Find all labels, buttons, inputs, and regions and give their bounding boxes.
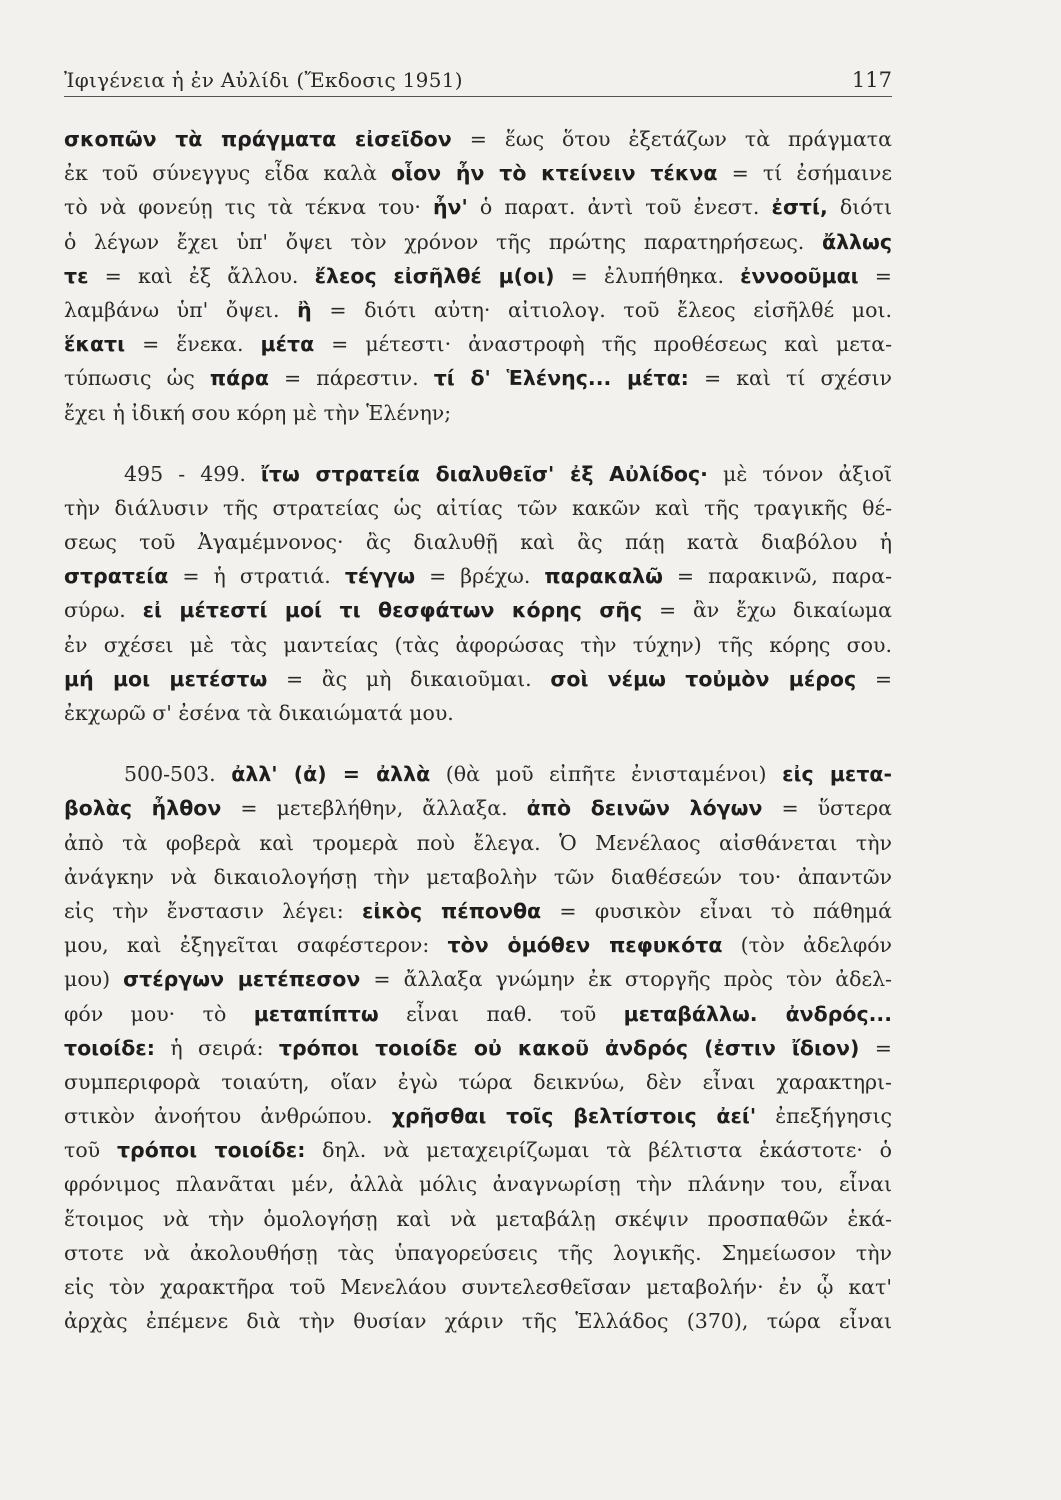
gloss-text: σεως τοῦ Ἀγαμέμνονος· ἂς διαλυθῇ καὶ ἂς πάῃ κατὰ διαβόλου ἡ — [64, 530, 892, 555]
gloss-text: τοῦ — [64, 1138, 117, 1163]
gloss-text: 500-503. — [124, 762, 232, 787]
gloss-text: ἀπὸ τὰ φοβερὰ καὶ τρομερὰ ποὺ ἔλεγα. Ὁ Μενέλαος αἰσθάνεται τὴν — [64, 830, 892, 855]
gloss-text: = — [858, 263, 892, 288]
gloss-text: = φυσικὸν εἶναι τὸ πάθημά — [541, 898, 892, 923]
lemma-bold: τοιοίδε: — [64, 1035, 155, 1060]
gloss-text: μου) — [64, 967, 124, 992]
gloss-text: συμπεριφορὰ τοιαύτη, οἵαν ἐγὼ τώρα δεικνύω, δὲν εἶναι χαρακτηρι- — [64, 1069, 892, 1094]
gloss-text: εἰς τὴν ἔνστασιν λέγει: — [64, 898, 362, 923]
lemma-bold: τρόποι τοιοίδε: — [116, 1138, 306, 1163]
commentary-text — [64, 122, 892, 1338]
gloss-text: = — [856, 666, 892, 691]
gloss-text: ἐπεξήγησις — [756, 1104, 892, 1129]
lemma-bold: τί δ' Ἑλένης... μέτα: — [433, 366, 689, 391]
gloss-text: = μέτεστι· ἀναστροφὴ τῆς προθέσεως καὶ μετα- — [314, 332, 892, 357]
gloss-text: = πάρεστιν. — [268, 366, 434, 391]
text-line — [64, 628, 892, 662]
gloss-text: = ἄλλαξα γνώμην ἐκ στοργῆς πρὸς τὸν ἀδελ- — [360, 967, 892, 992]
text-line — [64, 1031, 892, 1065]
gloss-text: ἐκ τοῦ σύνεγγυς εἶδα καλὰ — [64, 161, 392, 186]
text-line — [64, 1202, 892, 1236]
text-line — [64, 696, 892, 730]
text-line — [64, 1099, 892, 1133]
lemma-bold: ἦν' — [432, 195, 468, 220]
gloss-text: = βρέχω. — [415, 564, 545, 589]
gloss-text: = μετεβλήθην, ἄλλαξα. — [221, 796, 527, 821]
gloss-text: τὸ νὰ φονεύῃ τις τὰ τέκνα του· — [64, 195, 433, 220]
gloss-text: = διότι αὐτη· αἰτιολογ. τοῦ ἔλεος εἰσῆλθέ μοι. — [311, 297, 892, 322]
text-line — [64, 225, 892, 259]
gloss-text: σύρω. — [64, 598, 143, 623]
lemma-bold: τρόποι τοιοίδε οὐ κακοῦ ἀνδρός (ἐστιν ἴδιον) — [278, 1035, 860, 1060]
gloss-text: ἀνάγκην νὰ δικαιολογήσῃ τὴν μεταβολὴν τῶν διαθέσεών του· ἀπαντῶν — [64, 864, 892, 889]
lemma-bold: βολὰς ἦλθον — [64, 796, 222, 821]
text-line — [64, 826, 892, 860]
text-line — [64, 757, 892, 791]
text-line — [64, 1133, 892, 1167]
text-line — [64, 327, 892, 361]
lemma-bold: εἰκὸς πέπονθα — [361, 898, 542, 923]
text-line — [64, 928, 892, 962]
text-line — [64, 1167, 892, 1201]
text-line — [64, 662, 892, 696]
text-line — [64, 457, 892, 491]
text-line — [64, 997, 892, 1031]
lemma-bold: ἐννοοῦμαι — [740, 263, 859, 288]
gloss-text: τύπωσις ὡς — [64, 366, 210, 391]
lemma-bold: τε — [64, 263, 89, 288]
text-line — [64, 525, 892, 559]
text-line — [64, 396, 892, 430]
lemma-bold: στρατεία — [64, 564, 169, 589]
lemma-bold: πάρα — [209, 366, 269, 391]
lemma-bold: παρακαλῶ — [544, 564, 663, 589]
lemma-bold: ἔλεος εἰσῆλθέ μ(οι) — [314, 263, 555, 288]
lemma-bold: σοὶ νέμω τοὐμὸν μέρος — [550, 666, 857, 691]
lemma-bold: ἢ — [297, 297, 312, 322]
gloss-text: = καὶ ἐξ ἄλλου. — [88, 263, 315, 288]
running-header — [64, 60, 892, 97]
text-line — [64, 293, 892, 327]
text-line — [64, 593, 892, 627]
gloss-text: φόν μου· τὸ — [64, 1001, 254, 1026]
gloss-text: = — [859, 1035, 892, 1060]
gloss-text: τὴν διάλυσιν τῆς στρατείας ὡς αἰτίας τῶν κακῶν καὶ τῆς τραγικῆς θέ- — [64, 495, 892, 520]
text-line — [64, 491, 892, 525]
text-line — [64, 1236, 892, 1270]
lemma-bold: σκοπῶν τὰ πράγματα εἰσεῖδον — [64, 127, 452, 151]
lemma-bold: ἄλλως — [822, 229, 892, 254]
gloss-text: στοτε νὰ ἀκολουθήσῃ τὰς ὑπαγορεύσεις τῆς λογικῆς. Σημείωσον τὴν — [64, 1240, 892, 1265]
gloss-text: μου, καὶ ἐξηγεῖται σαφέστερον: — [64, 933, 448, 958]
text-line — [64, 1270, 892, 1304]
gloss-text: στικὸν ἀνοήτου ἀνθρώπου. — [64, 1104, 392, 1129]
lemma-bold: ἐστί, — [771, 195, 828, 220]
lemma-bold: στέργων μετέπεσον — [123, 967, 361, 992]
lemma-bold: τέγγω — [344, 564, 416, 589]
text-line — [64, 190, 892, 224]
text-line — [64, 156, 892, 190]
text-line — [64, 860, 892, 894]
text-line — [64, 361, 892, 395]
gloss-text: ἡ σειρά: — [154, 1035, 279, 1060]
lemma-bold: εἰ μέτεστί μοί τι θεσφάτων κόρης σῆς — [142, 598, 643, 623]
gloss-text: = ἐλυπήθηκα. — [554, 263, 741, 288]
gloss-text: ὁ λέγων ἔχει ὑπ' ὄψει τὸν χρόνον τῆς πρώτης παρατηρήσεως. — [64, 229, 822, 254]
gloss-text: = παρακινῶ, παρα- — [662, 564, 892, 589]
gloss-text: ἐκχωρῶ σ' ἐσένα τὰ δικαιώματά μου. — [64, 701, 454, 725]
text-line — [64, 1304, 892, 1338]
running-title: Ἰφιγένεια ἡ ἐν Αὐλίδι (Ἔκδοσις 1951) — [64, 68, 463, 92]
text-line — [64, 259, 892, 293]
gloss-text: (τὸν ἀδελφόν — [722, 933, 892, 958]
lemma-bold: ἀπὸ δεινῶν λόγων — [526, 796, 763, 821]
text-line — [64, 791, 892, 825]
lemma-bold: ἕκατι — [64, 332, 126, 357]
gloss-text: ἕτοιμος νὰ τὴν ὁμολογήσῃ καὶ νὰ μεταβάλῃ σκέψιν προσπαθῶν ἑκά- — [64, 1206, 892, 1231]
text-line — [64, 1065, 892, 1099]
gloss-text: = ἕνεκα. — [125, 332, 261, 357]
lemma-bold: ἴτω στρατεία διαλυθεῖσ' ἐξ Αὐλίδος· — [260, 461, 708, 486]
page-number: 117 — [851, 68, 892, 92]
lemma-bold: οἷον ἦν τὸ κτείνειν τέκνα — [391, 161, 718, 186]
gloss-text: (θὰ μοῦ εἰπῆτε ἐνισταμένοι) — [430, 762, 783, 787]
text-line — [64, 122, 892, 156]
lemma-bold: μεταβάλλω. ἀνδρός... — [623, 1001, 892, 1026]
text-line — [64, 559, 892, 593]
gloss-text: = τί ἐσήμαινε — [717, 161, 892, 186]
gloss-text: ὁ παρατ. ἀντὶ τοῦ ἐνεστ. — [467, 195, 772, 220]
gloss-text: = ἡ στρατιά. — [168, 564, 345, 589]
gloss-text: μὲ τόνον ἀξιοῖ — [707, 461, 892, 486]
gloss-text: = ἂν ἔχω δικαίωμα — [642, 598, 892, 623]
lemma-bold: χρῆσθαι τοῖς βελτίστοις ἀεί' — [391, 1104, 757, 1129]
gloss-text: ἔχει ἡ ἰδική σου κόρη μὲ τὴν Ἑλένην; — [64, 400, 452, 425]
lemma-bold: μεταπίπτω — [253, 1001, 379, 1026]
lemma-bold: μή μοι μετέστω — [64, 666, 268, 691]
lemma-bold: τὸν ὁμόθεν πεφυκότα — [447, 933, 723, 958]
gloss-text: εἶναι παθ. τοῦ — [378, 1001, 624, 1026]
gloss-text: 495 - 499. — [124, 461, 261, 486]
gloss-text: δηλ. νὰ μεταχειρίζωμαι τὰ βέλτιστα ἑκάστοτε· ὁ — [305, 1138, 892, 1163]
gloss-text: λαμβάνω ὑπ' ὄψει. — [64, 297, 298, 322]
gloss-text: ἀρχὰς ἐπέμενε διὰ τὴν θυσίαν χάριν τῆς Ἑλλάδος (370), τώρα εἶναι — [64, 1309, 892, 1334]
text-line — [64, 894, 892, 928]
gloss-text: = καὶ τί σχέσιν — [688, 366, 892, 391]
gloss-text: ἐν σχέσει μὲ τὰς μαντείας (τὰς ἀφορώσας τὴν τύχην) τῆς κόρης σου. — [64, 632, 892, 657]
gloss-text: = ὕστερα — [762, 796, 892, 821]
gloss-text: = ἕως ὅτου ἐξετάζων τὰ πράγματα — [451, 127, 892, 151]
gloss-text: = ἂς μὴ δικαιοῦμαι. — [267, 666, 551, 691]
gloss-text: εἰς τὸν χαρακτῆρα τοῦ Μενελάου συντελεσθεῖσαν μεταβολήν· ἐν ᾧ κατ' — [64, 1275, 892, 1299]
gloss-text: διότι — [827, 195, 892, 220]
lemma-bold: μέτα — [260, 332, 315, 357]
text-line — [64, 962, 892, 996]
lemma-bold: εἰς μετα- — [782, 762, 892, 787]
lemma-bold: ἀλλ' (ἀ) = ἀλλὰ — [231, 762, 431, 787]
gloss-text: φρόνιμος πλανᾶται μέν, ἀλλὰ μόλις ἀναγνωρίσῃ τὴν πλάνην του, εἶναι — [64, 1172, 892, 1197]
